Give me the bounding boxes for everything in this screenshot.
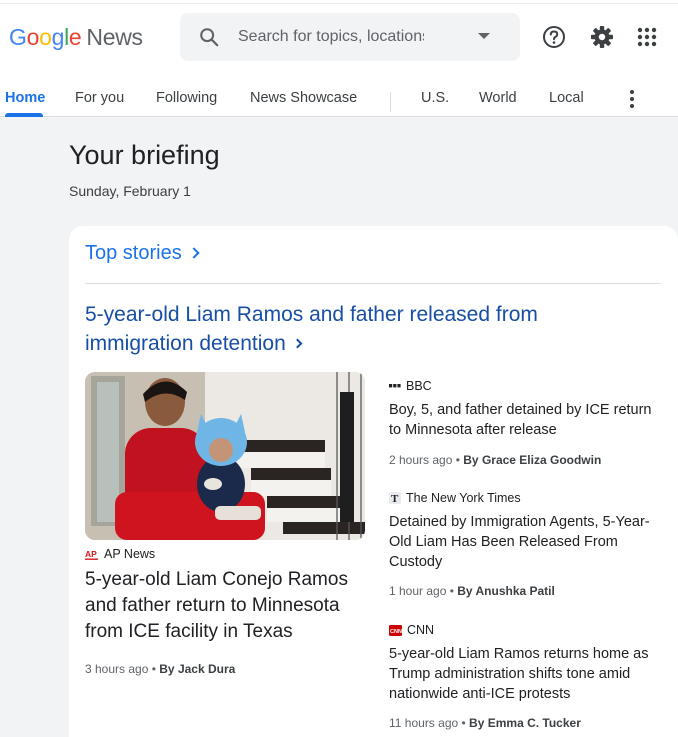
top-stories-card (69, 226, 678, 737)
tab-world[interactable]: World (479, 90, 517, 106)
tab-news-showcase[interactable]: News Showcase (250, 90, 358, 106)
top-stories-link[interactable] (85, 242, 198, 265)
help-icon[interactable] (541, 24, 567, 50)
story-photo (85, 372, 365, 540)
tab-local[interactable]: Local (549, 90, 584, 106)
chevron-right-icon (188, 247, 199, 258)
tab-following[interactable]: Following (156, 90, 218, 106)
apps-grid-icon[interactable] (634, 24, 660, 50)
story-author: By Emma C. Tucker (469, 716, 581, 730)
related-story-meta: 1 hour ago • By Anushka Patil (389, 584, 555, 598)
nyt-logo-icon (389, 492, 401, 504)
search-icon[interactable] (198, 26, 220, 48)
story-author: By Anushka Patil (457, 584, 555, 598)
story-author: By Grace Eliza Goodwin (463, 453, 602, 467)
source-nyt[interactable] (389, 491, 521, 505)
briefing-date: Sunday, February 1 (69, 183, 191, 199)
divider (85, 283, 661, 284)
source-bbc[interactable] (389, 379, 432, 393)
logo-news-text: News (86, 24, 143, 50)
tab-for-you[interactable]: For you (75, 90, 125, 106)
section-nav (0, 80, 678, 117)
google-news-logo[interactable]: Google News (9, 24, 143, 50)
svg-text:CNN: CNN (390, 628, 402, 635)
related-story-meta: 11 hours ago • By Emma C. Tucker (389, 716, 581, 730)
chevron-right-icon (292, 339, 302, 349)
gear-icon[interactable] (589, 24, 615, 50)
story-thumbnail[interactable] (85, 372, 365, 540)
related-story-headline[interactable]: Detained by Immigration Agents, 5-Year-Old Liam Has Been Released From Custody (389, 514, 650, 570)
bbc-logo-icon (389, 382, 401, 390)
tab-us[interactable]: U.S. (421, 90, 450, 106)
related-story-headline[interactable]: 5-year-old Liam Ramos returns home as Trump administration shifts tone amid nationwide anti-ICE protests (389, 646, 649, 702)
cluster-title-text: 5-year-old Liam Ramos and father released from immigration detention (85, 303, 538, 355)
story-cluster-title[interactable] (85, 300, 585, 358)
source-ap-news[interactable] (85, 547, 155, 561)
related-story-meta: 2 hours ago • By Grace Eliza Goodwin (389, 453, 602, 467)
search-box[interactable] (180, 13, 520, 61)
svg-text:T: T (391, 493, 399, 504)
caret-down-icon[interactable] (478, 33, 490, 39)
tab-home[interactable]: Home (5, 90, 46, 106)
main-story-meta: 3 hours ago • By Jack Dura (85, 662, 236, 676)
story-author: By Jack Dura (159, 662, 236, 676)
story-time: 11 hours ago (389, 716, 459, 730)
story-time: 3 hours ago (85, 662, 149, 676)
top-stories-label: Top stories (85, 242, 182, 264)
source-name: BBC (406, 379, 432, 393)
ap-logo-icon (85, 549, 99, 560)
story-time: 1 hour ago (389, 584, 447, 598)
page-title: Your briefing (69, 140, 220, 170)
source-cnn[interactable] (389, 623, 434, 637)
app-header (0, 4, 678, 117)
active-tab-indicator (5, 113, 43, 117)
source-name: AP News (104, 547, 156, 561)
main-story-headline[interactable]: 5-year-old Liam Conejo Ramos and father return to Minnesota from ICE facility in Texas (85, 569, 348, 642)
nav-divider (390, 92, 391, 112)
cnn-logo-icon (389, 625, 402, 636)
search-input[interactable] (238, 25, 424, 49)
story-time: 2 hours ago (389, 453, 453, 467)
source-name: CNN (407, 623, 435, 637)
more-vert-icon[interactable] (629, 90, 635, 110)
source-name: The New York Times (406, 491, 521, 505)
related-story-headline[interactable]: Boy, 5, and father detained by ICE return to Minnesota after release (389, 402, 652, 438)
svg-text:AP: AP (85, 548, 97, 559)
